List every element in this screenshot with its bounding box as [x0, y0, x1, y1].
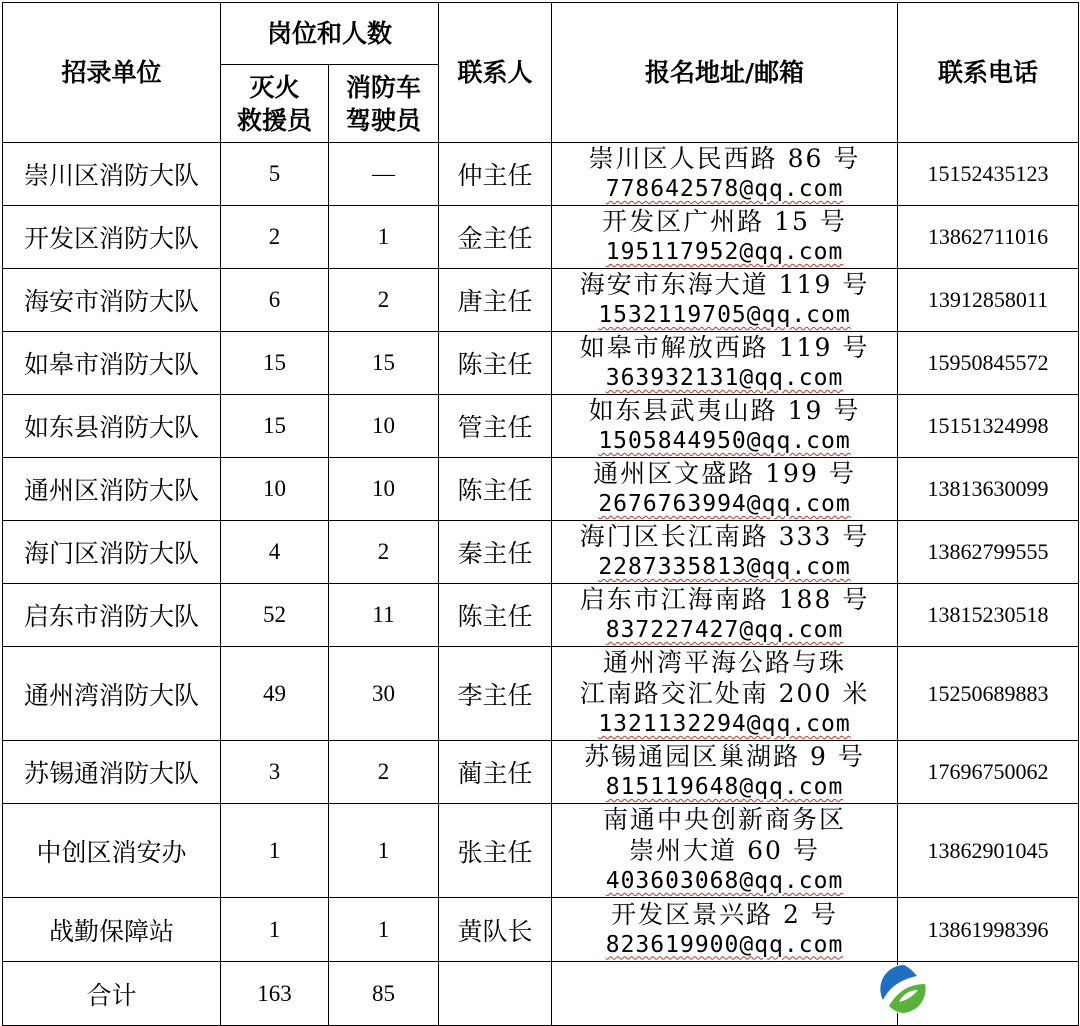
contact-cell: 仲主任	[439, 143, 552, 206]
unit-cell: 通州区消防大队	[3, 458, 221, 521]
table-row	[3, 898, 1079, 962]
header-contact: 联系人	[439, 3, 552, 143]
driver-count-cell: —	[329, 143, 439, 206]
phone-cell: 15152435123	[898, 143, 1079, 206]
email-text: 195117952@qq.com	[605, 239, 844, 265]
unit-cell: 崇川区消防大队	[3, 143, 221, 206]
contact-cell: 金主任	[439, 206, 552, 269]
header-address: 报名地址/邮箱	[552, 3, 898, 143]
rescuer-count-cell: 3	[221, 741, 329, 804]
address-cell	[552, 332, 898, 395]
email-text: 1532119705@qq.com	[598, 302, 851, 328]
contact-cell: 秦主任	[439, 521, 552, 584]
unit-cell: 战勤保障站	[3, 898, 221, 962]
email-text: 2676763994@qq.com	[598, 491, 851, 517]
address-cell	[552, 206, 898, 269]
address-line: 海门区长江南路 333 号	[579, 522, 870, 551]
phone-cell: 13861998396	[898, 898, 1079, 962]
driver-count-cell: 10	[329, 458, 439, 521]
address-line: 如皋市解放西路 119 号	[579, 333, 870, 362]
address-cell	[552, 458, 898, 521]
driver-count-cell: 2	[329, 741, 439, 804]
phone-cell: 13815230518	[898, 584, 1079, 647]
swirl-logo-icon	[877, 962, 931, 1016]
unit-cell: 海门区消防大队	[3, 521, 221, 584]
recruitment-table	[2, 2, 1079, 1026]
address-line: 开发区广州路 15 号	[602, 207, 847, 236]
email-text: 363932131@qq.com	[605, 365, 844, 391]
contact-cell: 蔺主任	[439, 741, 552, 804]
phone-cell: 13862799555	[898, 521, 1079, 584]
address-line: 南通中央创新商务区	[603, 805, 847, 834]
email-text: 823619900@qq.com	[605, 931, 844, 958]
header-driver: 消防车 驾驶员	[329, 65, 439, 143]
table-row	[3, 269, 1079, 332]
total-address-empty	[552, 962, 898, 1026]
total-rescuer: 163	[221, 962, 329, 1026]
email-text: 837227427@qq.com	[605, 617, 844, 643]
address-cell	[552, 898, 898, 962]
driver-count-cell: 15	[329, 332, 439, 395]
phone-cell: 13862901045	[898, 804, 1079, 898]
address-line: 如东县武夷山路 19 号	[588, 396, 861, 425]
rescuer-count-cell: 6	[221, 269, 329, 332]
address-cell	[552, 804, 898, 898]
address-cell	[552, 521, 898, 584]
unit-cell: 开发区消防大队	[3, 206, 221, 269]
table-row	[3, 521, 1079, 584]
header-phone: 联系电话	[898, 3, 1079, 143]
total-contact-empty	[439, 962, 552, 1026]
phone-cell: 15151324998	[898, 395, 1079, 458]
driver-count-cell: 1	[329, 898, 439, 962]
address-cell	[552, 584, 898, 647]
email-text: 815119648@qq.com	[605, 774, 844, 800]
rescuer-count-cell: 15	[221, 332, 329, 395]
unit-cell: 如东县消防大队	[3, 395, 221, 458]
phone-cell: 15950845572	[898, 332, 1079, 395]
total-label: 合计	[3, 962, 221, 1026]
email-text: 2287335813@qq.com	[598, 554, 851, 580]
rescuer-count-cell: 15	[221, 395, 329, 458]
address-line: 江南路交汇处南 200 米	[579, 679, 870, 708]
address-line: 开发区景兴路 2 号	[611, 899, 838, 929]
contact-cell: 李主任	[439, 647, 552, 741]
phone-cell: 15250689883	[898, 647, 1079, 741]
phone-cell: 17696750062	[898, 741, 1079, 804]
address-line: 崇州大道 60 号	[629, 836, 820, 865]
unit-cell: 苏锡通消防大队	[3, 741, 221, 804]
contact-cell: 张主任	[439, 804, 552, 898]
table-row	[3, 804, 1079, 898]
contact-cell: 管主任	[439, 395, 552, 458]
address-cell	[552, 741, 898, 804]
rescuer-count-cell: 5	[221, 143, 329, 206]
phone-cell: 13862711016	[898, 206, 1079, 269]
contact-cell: 陈主任	[439, 584, 552, 647]
contact-cell: 唐主任	[439, 269, 552, 332]
table-row	[3, 584, 1079, 647]
table-row	[3, 395, 1079, 458]
rescuer-count-cell: 1	[221, 804, 329, 898]
address-line: 通州湾平海公路与珠	[603, 648, 847, 677]
address-line: 通州区文盛路 199 号	[593, 459, 856, 488]
email-text: 403603068@qq.com	[605, 868, 844, 894]
total-driver: 85	[329, 962, 439, 1026]
address-line: 启东市江海南路 188 号	[579, 585, 870, 614]
table-row	[3, 458, 1079, 521]
address-cell	[552, 395, 898, 458]
rescuer-count-cell: 10	[221, 458, 329, 521]
table-row	[3, 206, 1079, 269]
unit-cell: 如皋市消防大队	[3, 332, 221, 395]
table-row	[3, 143, 1079, 206]
unit-cell: 启东市消防大队	[3, 584, 221, 647]
table-row	[3, 741, 1079, 804]
rescuer-count-cell: 2	[221, 206, 329, 269]
contact-cell: 陈主任	[439, 458, 552, 521]
address-cell	[552, 143, 898, 206]
contact-cell: 陈主任	[439, 332, 552, 395]
driver-count-cell: 1	[329, 804, 439, 898]
driver-count-cell: 30	[329, 647, 439, 741]
address-line: 苏锡通园区巢湖路 9 号	[584, 742, 865, 771]
rescuer-count-cell: 4	[221, 521, 329, 584]
email-text: 1321132294@qq.com	[598, 711, 851, 737]
phone-cell: 13912858011	[898, 269, 1079, 332]
header-unit: 招录单位	[3, 3, 221, 143]
rescuer-count-cell: 52	[221, 584, 329, 647]
unit-cell: 中创区消安办	[3, 804, 221, 898]
address-cell	[552, 647, 898, 741]
email-text: 778642578@qq.com	[605, 176, 844, 202]
driver-count-cell: 1	[329, 206, 439, 269]
address-cell	[552, 269, 898, 332]
table-row	[3, 647, 1079, 741]
contact-cell: 黄队长	[439, 898, 552, 962]
unit-cell: 通州湾消防大队	[3, 647, 221, 741]
driver-count-cell: 10	[329, 395, 439, 458]
table-row	[3, 332, 1079, 395]
driver-count-cell: 2	[329, 269, 439, 332]
address-line: 海安市东海大道 119 号	[579, 270, 870, 299]
phone-cell: 13813630099	[898, 458, 1079, 521]
rescuer-count-cell: 1	[221, 898, 329, 962]
header-rescuer: 灭火 救援员	[221, 65, 329, 143]
header-positions: 岗位和人数	[221, 3, 439, 65]
driver-count-cell: 11	[329, 584, 439, 647]
email-text: 1505844950@qq.com	[598, 428, 851, 454]
address-line: 崇川区人民西路 86 号	[588, 144, 861, 173]
driver-count-cell: 2	[329, 521, 439, 584]
rescuer-count-cell: 49	[221, 647, 329, 741]
unit-cell: 海安市消防大队	[3, 269, 221, 332]
